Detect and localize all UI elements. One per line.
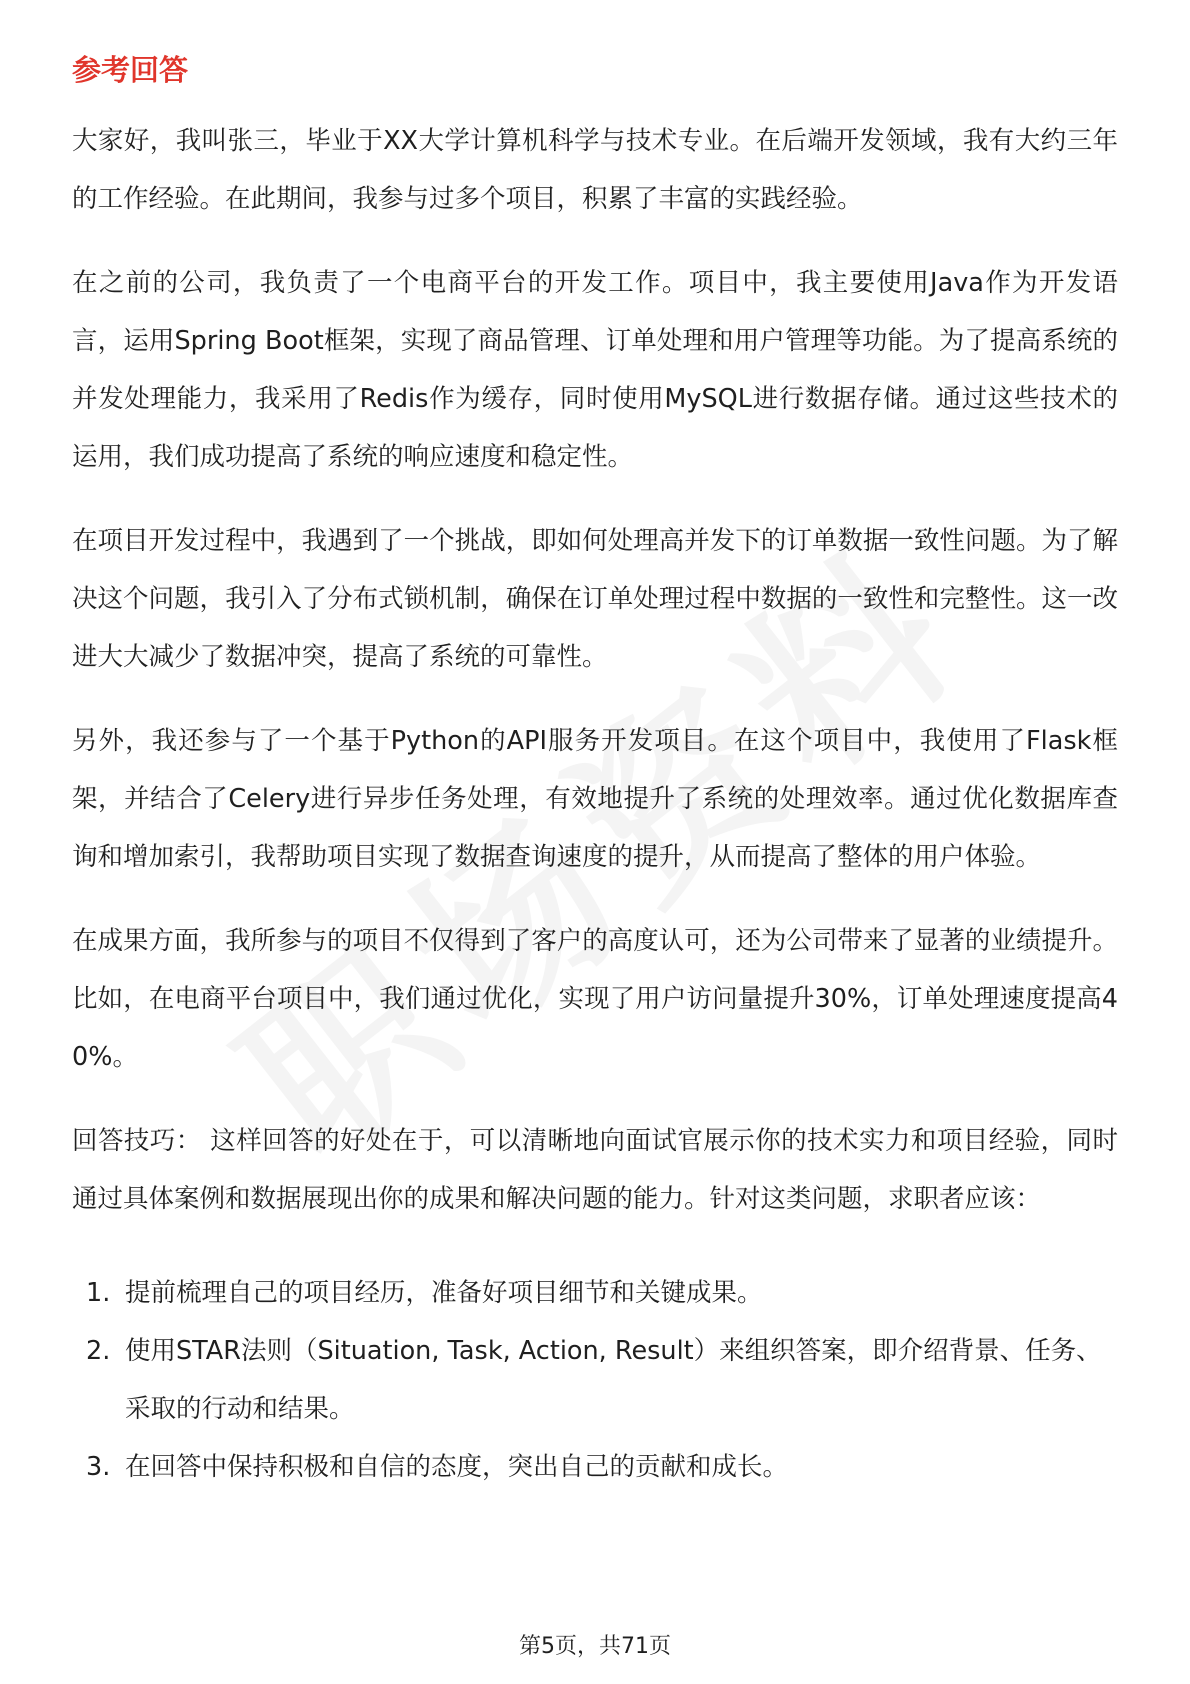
list-item-text: 使用STAR法则（Situation, Task, Action, Result）来组织答案，即介绍背景、任务、采取的行动和结果。 [125,1336,1102,1424]
paragraph-tips: 回答技巧： 这样回答的好处在于，可以清晰地向面试官展示你的技术实力和项目经验，同时通过具体案例和数据展现出你的成果和解决问题的能力。针对这类问题，求职者应该： [72,1126,1118,1214]
list-item-number: 2. [86,1336,111,1366]
paragraph-python-project: 另外，我还参与了一个基于Python的API服务开发项目。在这个项目中，我使用了Flask框架，并结合了Celery进行异步任务处理，有效地提升了系统的处理效率。通过优化数据库查询和增加索引，我帮助项目实现了数据查询速度的提升，从而提高了整体的用户体验。 [72,726,1118,872]
list-item-text: 提前梳理自己的项目经历，准备好项目细节和关键成果。 [125,1278,763,1308]
list-item-number: 3. [86,1452,111,1482]
list-item-text: 在回答中保持积极和自信的态度，突出自己的贡献和成长。 [125,1452,789,1482]
tips-list [72,1264,1118,1496]
page-footer: 第5页，共71页 [519,1634,671,1659]
paragraph-intro: 大家好，我叫张三，毕业于XX大学计算机科学与技术专业。在后端开发领域，我有大约三年的工作经验。在此期间，我参与过多个项目，积累了丰富的实践经验。 [72,126,1118,214]
paragraph-challenge: 在项目开发过程中，我遇到了一个挑战，即如何处理高并发下的订单数据一致性问题。为了解决这个问题，我引入了分布式锁机制，确保在订单处理过程中数据的一致性和完整性。这一改进大大减少了数据冲突，提高了系统的可靠性。 [72,526,1118,672]
list-item [72,1264,1118,1322]
section-heading: 参考回答 [72,53,189,87]
paragraph-ecommerce: 在之前的公司，我负责了一个电商平台的开发工作。项目中，我主要使用Java作为开发语言，运用Spring Boot框架，实现了商品管理、订单处理和用户管理等功能。为了提高系统的并发处理能力，我采用了Redis作为缓存，同时使用MySQL进行数据存储。通过这些技术的运用，我们成功提高了系统的响应速度和稳定性。 [72,268,1118,472]
list-item [72,1322,1118,1438]
list-item-number: 1. [86,1278,111,1308]
list-item [72,1438,1118,1496]
paragraph-results: 在成果方面，我所参与的项目不仅得到了客户的高度认可，还为公司带来了显著的业绩提升。比如，在电商平台项目中，我们通过优化，实现了用户访问量提升30%，订单处理速度提高40%。 [72,926,1118,1072]
